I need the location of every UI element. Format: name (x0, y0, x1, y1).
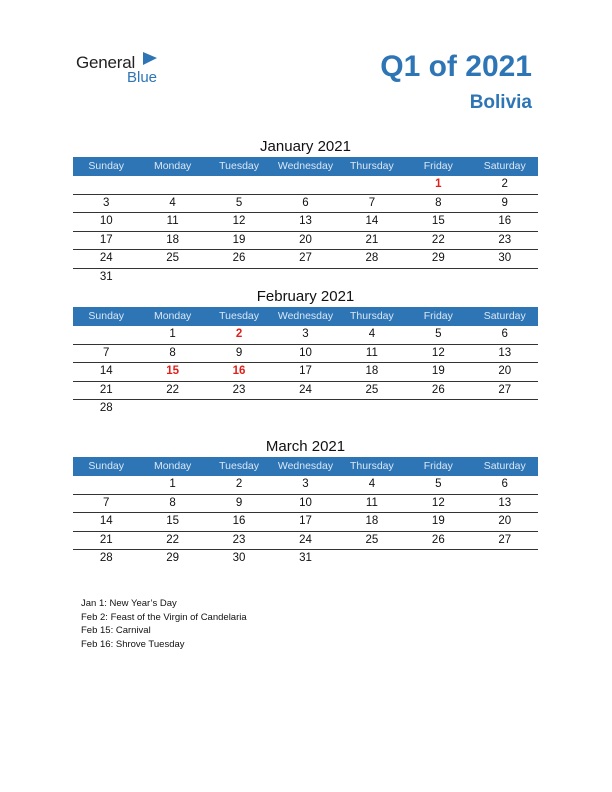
weekday-label: Thursday (350, 160, 394, 172)
weekday-label: Wednesday (277, 160, 334, 172)
day-cell: 18 (166, 233, 180, 246)
month-title: February 2021 (256, 288, 355, 305)
month-title: March 2021 (265, 438, 346, 455)
week-row (73, 550, 538, 568)
weekday-label: Monday (153, 460, 192, 472)
week-row (73, 382, 538, 401)
day-cell: 29 (431, 252, 445, 264)
weekday-label: Friday (423, 160, 453, 172)
logo-text-general: General (76, 53, 136, 72)
day-cell: 15 (166, 365, 180, 377)
empty-day-cell (73, 326, 139, 344)
empty-day-cell (73, 476, 139, 494)
day-cell: 19 (431, 365, 445, 377)
weekday-header (73, 157, 538, 176)
day-cell: 6 (501, 328, 508, 340)
day-cell: 25 (166, 252, 180, 264)
day-cell: 2 (235, 478, 243, 490)
day-cell: 31 (99, 270, 113, 283)
day-cell: 30 (232, 552, 246, 564)
week-row (73, 213, 538, 232)
day-cell: 28 (365, 252, 379, 264)
day-cell: 9 (235, 346, 243, 359)
weekday-label: Friday (423, 310, 453, 322)
day-cell: 23 (498, 233, 512, 246)
day-cell: 11 (166, 215, 179, 227)
weekday-label: Monday (153, 310, 192, 322)
weekday-label: Wednesday (277, 310, 334, 322)
day-cell: 27 (498, 533, 512, 546)
day-cell: 14 (99, 515, 113, 527)
day-cell: 5 (435, 478, 442, 490)
day-cell: 13 (498, 346, 512, 359)
weekday-label: Tuesday (219, 310, 259, 322)
day-cell: 27 (299, 252, 312, 264)
day-cell: 4 (169, 196, 176, 209)
empty-day-cell (339, 269, 405, 287)
empty-day-cell (139, 269, 205, 287)
logo-text-blue: Blue (127, 69, 158, 86)
empty-day-cell (206, 176, 272, 194)
day-cell: 16 (232, 515, 246, 527)
day-cell: 20 (498, 365, 512, 377)
weekday-label: Monday (153, 160, 192, 172)
day-cell: 17 (99, 233, 113, 246)
day-cell: 2 (501, 178, 508, 190)
day-cell: 10 (299, 346, 312, 359)
day-cell: 7 (103, 346, 110, 359)
holiday-note: Feb 16: Shrove Tuesday (81, 638, 185, 650)
day-cell: 22 (166, 383, 180, 396)
holiday-note: Feb 2: Feast of the Virgin of Candelaria (81, 611, 247, 623)
day-cell: 9 (501, 196, 508, 209)
day-cell: 24 (99, 252, 113, 264)
week-row (73, 250, 538, 269)
day-cell: 8 (169, 346, 176, 359)
day-cell: 26 (431, 533, 445, 546)
day-cell: 8 (435, 196, 442, 209)
week-row (73, 176, 538, 195)
weekday-label: Sunday (88, 310, 125, 322)
empty-day-cell (272, 400, 338, 418)
day-cell: 24 (299, 533, 312, 546)
day-cell: 6 (302, 196, 309, 209)
day-cell: 27 (498, 383, 512, 396)
week-row (73, 269, 538, 287)
day-cell: 19 (232, 233, 246, 246)
day-cell: 3 (302, 328, 309, 340)
empty-day-cell (405, 400, 471, 418)
weekday-label: Tuesday (219, 160, 259, 172)
week-row (73, 400, 538, 418)
day-cell: 25 (365, 533, 379, 546)
day-cell: 17 (299, 365, 312, 377)
day-cell: 18 (365, 365, 379, 377)
day-cell: 10 (299, 496, 312, 509)
generalblue-logo (76, 52, 176, 88)
day-cell: 9 (235, 496, 243, 509)
day-cell: 14 (365, 215, 379, 227)
country-name: Bolivia (469, 92, 532, 113)
logo-triangle-icon (143, 52, 157, 66)
day-cell: 25 (365, 383, 379, 396)
day-cell: 31 (299, 552, 312, 564)
week-row (73, 326, 538, 345)
day-cell: 29 (166, 552, 180, 564)
day-cell: 5 (235, 196, 243, 209)
month-title: January 2021 (260, 138, 351, 155)
day-cell: 5 (435, 328, 442, 340)
calendar-month-march (73, 437, 538, 568)
day-cell: 6 (501, 478, 508, 490)
day-cell: 7 (368, 196, 376, 209)
page-title: Q1 of 2021 (380, 50, 532, 83)
empty-day-cell (339, 400, 405, 418)
day-cell: 13 (498, 496, 512, 509)
day-cell: 28 (99, 552, 113, 564)
empty-day-cell (139, 176, 205, 194)
day-cell: 3 (302, 478, 309, 490)
day-cell: 21 (99, 383, 113, 396)
week-row (73, 345, 538, 364)
day-cell: 17 (299, 515, 312, 527)
day-cell: 12 (431, 496, 445, 509)
week-row (73, 513, 538, 532)
day-cell: 22 (431, 233, 445, 246)
day-cell: 11 (365, 346, 378, 359)
day-cell: 1 (169, 328, 176, 340)
empty-day-cell (405, 269, 471, 287)
empty-day-cell (339, 176, 405, 194)
day-cell: 19 (431, 515, 445, 527)
day-cell: 11 (365, 496, 378, 509)
week-row (73, 532, 538, 551)
empty-day-cell (139, 400, 205, 418)
day-cell: 2 (235, 328, 243, 340)
day-cell: 1 (169, 478, 176, 490)
empty-day-cell (206, 400, 272, 418)
empty-day-cell (73, 176, 139, 194)
day-cell: 30 (498, 252, 512, 264)
weekday-label: Thursday (350, 310, 394, 322)
empty-day-cell (405, 550, 471, 568)
day-cell: 23 (232, 533, 246, 546)
day-cell: 26 (431, 383, 445, 396)
day-cell: 10 (99, 215, 113, 227)
weekday-header (73, 307, 538, 326)
day-cell: 15 (431, 215, 445, 227)
empty-day-cell (272, 176, 338, 194)
weekday-label: Thursday (350, 460, 394, 472)
day-cell: 12 (431, 346, 445, 359)
day-cell: 4 (368, 478, 376, 490)
calendar-month-february (73, 287, 538, 418)
day-cell: 3 (103, 196, 110, 209)
calendar-month-january (73, 137, 538, 286)
weekday-label: Wednesday (277, 460, 334, 472)
empty-day-cell (472, 550, 538, 568)
weekday-header (73, 457, 538, 476)
day-cell: 28 (99, 402, 113, 414)
day-cell: 16 (498, 215, 512, 227)
day-cell: 24 (299, 383, 312, 396)
day-cell: 18 (365, 515, 379, 527)
empty-day-cell (272, 269, 338, 287)
weekday-label: Tuesday (219, 460, 259, 472)
day-cell: 26 (232, 252, 246, 264)
empty-day-cell (472, 269, 538, 287)
day-cell: 21 (365, 233, 379, 246)
day-cell: 12 (232, 215, 246, 227)
day-cell: 20 (299, 233, 312, 246)
day-cell: 21 (99, 533, 113, 546)
day-cell: 1 (435, 178, 442, 190)
weekday-label: Friday (423, 460, 453, 472)
holiday-note: Jan 1: New Year’s Day (81, 598, 177, 609)
day-cell: 20 (498, 515, 512, 527)
day-cell: 15 (166, 515, 180, 527)
weekday-label: Sunday (88, 460, 125, 472)
week-row (73, 195, 538, 214)
day-cell: 4 (368, 328, 376, 340)
empty-day-cell (339, 550, 405, 568)
day-cell: 8 (169, 496, 176, 509)
day-cell: 16 (232, 365, 246, 377)
day-cell: 13 (299, 215, 312, 227)
week-row (73, 363, 538, 382)
empty-day-cell (472, 400, 538, 418)
weekday-label: Saturday (483, 310, 526, 322)
day-cell: 14 (99, 365, 113, 377)
week-row (73, 476, 538, 495)
day-cell: 7 (103, 496, 110, 509)
holiday-note: Feb 15: Carnival (81, 625, 151, 636)
empty-day-cell (206, 269, 272, 287)
day-cell: 22 (166, 533, 180, 546)
holiday-notes (81, 597, 247, 651)
week-row (73, 495, 538, 514)
weekday-label: Saturday (483, 160, 526, 172)
weekday-label: Saturday (483, 460, 526, 472)
weekday-label: Sunday (88, 160, 125, 172)
week-row (73, 232, 538, 251)
day-cell: 23 (232, 383, 246, 396)
